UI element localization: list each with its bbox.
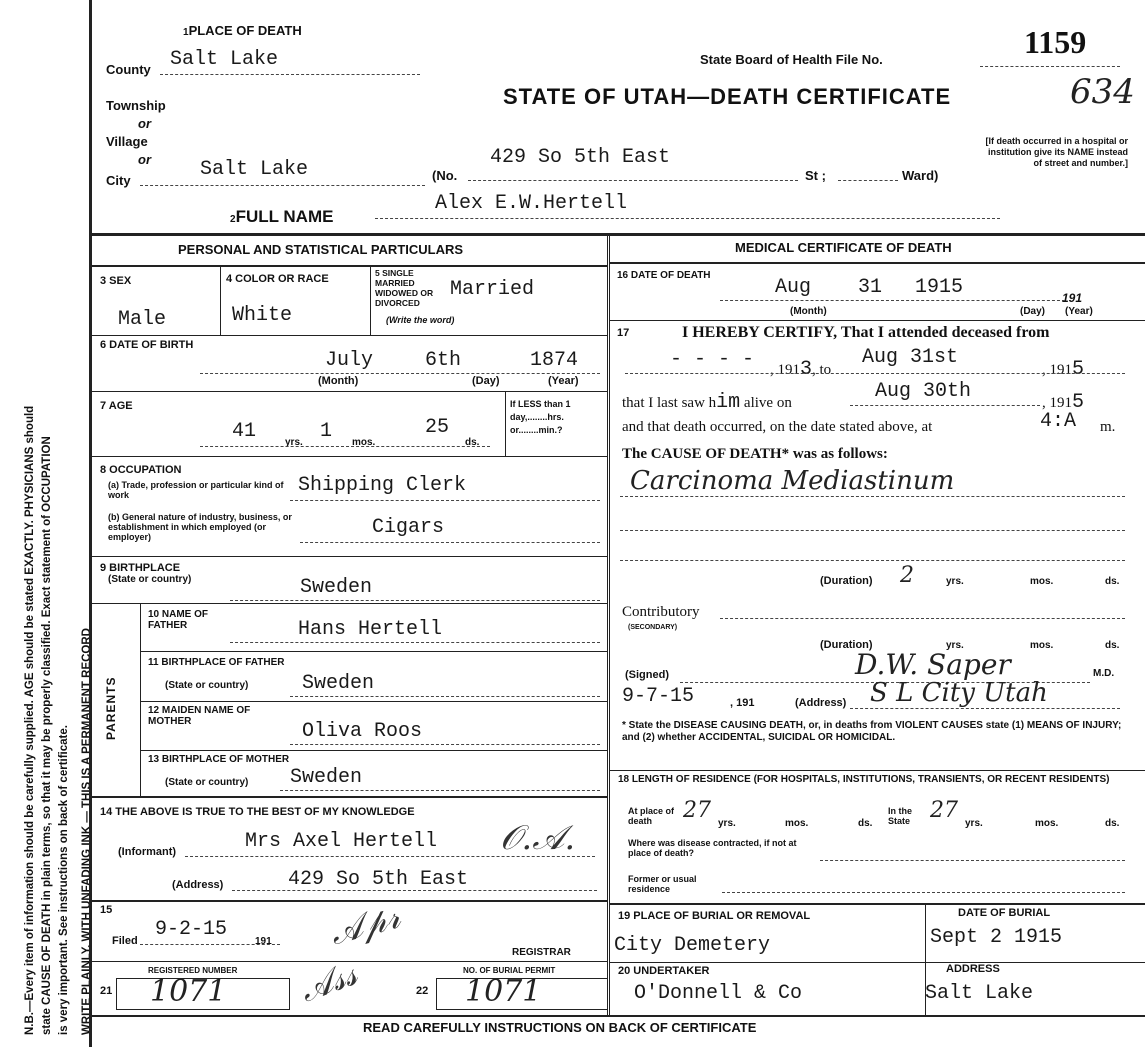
- rule: [92, 900, 607, 902]
- age-months: 1: [320, 420, 333, 443]
- md-label: M.D.: [1093, 668, 1115, 679]
- ds-caption: ds.: [465, 437, 480, 448]
- physician-address: S L City Utah: [870, 678, 1048, 708]
- dob-day: 6th: [425, 349, 462, 372]
- birthplace-line: [230, 600, 600, 601]
- rule: [140, 750, 607, 751]
- undertaker-address-value: Salt Lake: [925, 982, 1034, 1005]
- sign-191: , 191: [730, 697, 755, 709]
- parents-label: PARENTS: [104, 676, 118, 740]
- burial-date-label: DATE OF BURIAL: [958, 907, 1051, 919]
- mos-caption: mos.: [352, 437, 376, 448]
- reg-signature-mark: 𝒜𝓈𝓈: [294, 953, 363, 1011]
- filed-191: 191: [255, 936, 272, 947]
- no-label: (No.: [432, 168, 458, 183]
- res-ds: ds.: [858, 818, 873, 829]
- dur-ds: ds.: [1105, 576, 1120, 587]
- marital-write: (Write the word): [386, 315, 455, 325]
- rule: [220, 265, 221, 335]
- filed-label: Filed: [112, 935, 138, 947]
- cause-line2: [620, 530, 1125, 531]
- marital-value: Married: [450, 278, 535, 301]
- res-mos: mos.: [785, 818, 809, 829]
- county-label: County: [106, 62, 151, 77]
- dod-line: [720, 300, 1065, 301]
- rule: [505, 391, 506, 456]
- father-label: 10 NAME OF FATHER: [148, 609, 209, 631]
- sex-label: 3 SEX: [100, 275, 132, 287]
- occurred-text: and that death occurred, on the date stated above, at: [622, 419, 933, 435]
- rule: [610, 262, 1145, 264]
- filed-num: 15: [100, 904, 113, 916]
- at-place-value: 27: [683, 798, 711, 823]
- last-saw-label: that I last saw him alive on: [622, 391, 792, 414]
- year-caption: (Year): [548, 375, 579, 387]
- attend-to: Aug 31st: [862, 346, 959, 369]
- father-birthplace-label: 11 BIRTHPLACE OF FATHER: [148, 657, 285, 668]
- side-instructions: [22, 406, 96, 1035]
- where-contracted-label: Where was disease contracted, if not at place of death?: [628, 838, 797, 858]
- personal-heading: PERSONAL AND STATISTICAL PARTICULARS: [178, 242, 464, 257]
- dur2-ds: ds.: [1105, 640, 1120, 651]
- rule: [610, 903, 1145, 905]
- m-label: m.: [1100, 419, 1116, 435]
- rule: [92, 456, 607, 457]
- cause-line1: [620, 496, 1125, 497]
- physician-signature: D.W. Saper: [855, 648, 1011, 681]
- dur-yrs: yrs.: [946, 576, 964, 587]
- last-saw-line: [850, 405, 1040, 406]
- father-birthplace-sub: (State or country): [165, 680, 249, 691]
- village-label: Village: [106, 134, 148, 149]
- filed-value: 9-2-15: [155, 918, 228, 941]
- burial-place-value: City Demetery: [614, 934, 771, 957]
- full-name-line: [375, 218, 1000, 219]
- contracted-line: [820, 860, 1125, 861]
- occupation-label: 8 OCCUPATION: [100, 464, 182, 476]
- father-value: Hans Hertell: [298, 618, 443, 641]
- side-note-line: state CAUSE OF DEATH in plain terms, so that it may be properly classified. Exact statement of OCCUPATION: [41, 436, 53, 1035]
- dur-mos: mos.: [1030, 576, 1054, 587]
- dod-191: 191: [1062, 291, 1083, 305]
- dob-line: [200, 373, 600, 374]
- filed-line: [140, 944, 280, 945]
- true-label: 14 THE ABOVE IS TRUE TO THE BEST OF MY KNOWLEDGE: [100, 806, 415, 818]
- secondary-label: (SECONDARY): [628, 624, 678, 631]
- dod-day: 31: [858, 276, 883, 299]
- less-than-day: If LESS than 1 day,........hrs. or........min.?: [510, 399, 571, 435]
- side-note-line: is very important. See instructions on back of certificate.: [58, 725, 70, 1035]
- state-ds: ds.: [1105, 818, 1120, 829]
- dod-year-cap: (Year): [1065, 306, 1093, 317]
- rule: [370, 265, 371, 335]
- reg-21: 21: [100, 985, 113, 997]
- informant-address: 429 So 5th East: [288, 868, 469, 891]
- medical-heading: MEDICAL CERTIFICATE OF DEATH: [735, 240, 952, 255]
- duration2-label: (Duration): [820, 639, 873, 651]
- ward-label: Ward): [902, 168, 939, 183]
- contributory-label: Contributory: [622, 604, 700, 620]
- rule: [140, 651, 607, 652]
- age-years: 41: [232, 420, 257, 443]
- mother-birthplace-sub: (State or country): [165, 777, 249, 788]
- full-name-value: Alex E.W.Hertell: [435, 192, 628, 215]
- occupation-b-value: Cigars: [372, 516, 445, 539]
- in-state-value: 27: [930, 798, 958, 823]
- street-line: [468, 180, 798, 181]
- mother-birthplace-value: Sweden: [290, 766, 363, 789]
- dur2-yrs: yrs.: [946, 640, 964, 651]
- registrar-signature-mark: 𝒜𝓅𝓇: [326, 896, 405, 954]
- dod-year: 1915: [915, 276, 964, 299]
- birthplace-label: 9 BIRTHPLACE: [100, 562, 181, 574]
- mother-value: Oliva Roos: [302, 720, 423, 743]
- file-no-label: State Board of Health File No.: [700, 52, 883, 67]
- side-note-line: WRITE PLAINLY, WITH UNFADING INK — THIS IS A PERMANENT RECORD: [81, 628, 93, 1035]
- res-yrs: yrs.: [718, 818, 736, 829]
- cause-value: Carcinoma Mediastinum: [630, 466, 955, 496]
- sign-date: 9-7-15: [622, 685, 695, 708]
- or-text: or: [138, 116, 151, 131]
- state-yrs: yrs.: [965, 818, 983, 829]
- occupation-a-value: Shipping Clerk: [298, 474, 467, 497]
- from-191: , 1913, to: [770, 358, 832, 381]
- informant-signature-mark: 𝒪.𝒜.: [500, 818, 576, 858]
- yrs-caption: yrs.: [285, 437, 303, 448]
- cause-line3: [620, 560, 1125, 561]
- age-days: 25: [425, 416, 450, 439]
- county-value: Salt Lake: [170, 48, 279, 71]
- last-191: , 1915: [1042, 391, 1085, 414]
- occupation-b-label: (b) General nature of industry, business, or establishment in which employed (or employer): [108, 512, 292, 542]
- dob-label: 6 DATE OF BIRTH: [100, 339, 194, 351]
- rule: [92, 391, 607, 392]
- rule: [610, 962, 1145, 963]
- age-line: [200, 446, 490, 447]
- rule: [92, 265, 607, 267]
- rule: [92, 796, 607, 798]
- mother-label: 12 MAIDEN NAME OF MOTHER: [148, 705, 251, 727]
- state-mos: mos.: [1035, 818, 1059, 829]
- file-no-line: [980, 66, 1120, 67]
- dur2-mos: mos.: [1030, 640, 1054, 651]
- dod-label: 16 DATE OF DEATH: [617, 270, 711, 281]
- address-label: (Address): [172, 879, 224, 891]
- sex-value: Male: [118, 308, 167, 331]
- street-value: 429 So 5th East: [490, 146, 671, 169]
- former-residence-label: Former or usual residence: [628, 874, 697, 894]
- duration-value: 2: [900, 563, 914, 588]
- file-number: 1159: [1024, 24, 1087, 60]
- marital-label: 5 SINGLE MARRIED WIDOWED OR DIVORCED: [375, 268, 434, 308]
- father-birthplace-value: Sweden: [302, 672, 375, 695]
- dob-month: July: [325, 349, 374, 372]
- address-line: [232, 890, 597, 891]
- county-line: [160, 74, 420, 75]
- informant-value: Mrs Axel Hertell: [245, 830, 438, 853]
- rule: [92, 603, 607, 604]
- township-label: Township: [106, 98, 166, 113]
- reg-number-value: 1071: [150, 974, 227, 1009]
- main-top-rule: [92, 233, 1145, 236]
- city-value: Salt Lake: [200, 158, 309, 181]
- side-note-line: N.B.—Every item of information should be carefully supplied. AGE should be stated EXACTLY. PHYSICIANS should: [24, 405, 36, 1035]
- birthplace-value: Sweden: [300, 576, 373, 599]
- permit-value: 1071: [465, 974, 542, 1009]
- signed-label: (Signed): [625, 669, 669, 681]
- contrib-line: [720, 618, 1125, 619]
- in-state-label: In the State: [888, 806, 912, 826]
- rule: [140, 701, 607, 702]
- attend-from: - - - -: [670, 348, 755, 371]
- ward-line: [838, 180, 898, 181]
- race-value: White: [232, 304, 293, 327]
- cause-label: The CAUSE OF DEATH* was as follows:: [622, 446, 888, 462]
- dod-month: Aug: [775, 276, 812, 299]
- registrar-label: REGISTRAR: [512, 947, 571, 958]
- mother-bp-line: [280, 790, 600, 791]
- rule: [610, 770, 1145, 771]
- permit-label: NO. OF BURIAL PERMIT: [463, 966, 556, 975]
- occupation-a-label: (a) Trade, profession or particular kind of work: [108, 480, 284, 500]
- st-label: St ;: [805, 168, 826, 183]
- occ-a-line: [290, 500, 600, 501]
- last-saw-value: Aug 30th: [875, 380, 972, 403]
- day-caption: (Day): [472, 375, 500, 387]
- age-label: 7 AGE: [100, 400, 133, 412]
- time-value: 4:A: [1040, 410, 1077, 433]
- residence-label: 18 LENGTH OF RESIDENCE (FOR HOSPITALS, INSTITUTIONS, TRANSIENTS, OR RECENT RESIDENTS): [618, 774, 1110, 785]
- left-border: [89, 0, 92, 1047]
- mother-line: [290, 744, 600, 745]
- occ-b-line: [300, 542, 600, 543]
- dob-year: 1874: [530, 349, 579, 372]
- certify-num: 17: [617, 327, 630, 339]
- race-label: 4 COLOR OR RACE: [226, 273, 329, 285]
- undertaker-label: 20 UNDERTAKER: [618, 965, 710, 977]
- full-name-label: 2FULL NAME: [230, 207, 334, 226]
- reg-num-label: REGISTERED NUMBER: [148, 966, 238, 975]
- bottom-rule: [92, 1015, 1145, 1017]
- hospital-note: [If death occurred in a hospital or institution give its NAME instead of street and number.]: [985, 136, 1128, 168]
- certify-text: I HEREBY CERTIFY, That I attended deceased from: [682, 324, 1050, 341]
- cause-footnote: * State the DISEASE CAUSING DEATH, or, in deaths from VIOLENT CAUSES state (1) MEANS OF INJURY; and (2) whether ACCIDENTAL, SUICIDAL OR HOMICIDAL.: [622, 720, 1122, 743]
- city-line: [140, 185, 425, 186]
- father-line: [230, 642, 600, 643]
- to-191: , 1915: [1042, 358, 1085, 381]
- at-place-label: At place of death: [628, 806, 675, 826]
- permit-22: 22: [416, 985, 429, 997]
- or-text: or: [138, 152, 151, 167]
- undertaker-address-label: ADDRESS: [946, 963, 1000, 975]
- birthplace-sub: (State or country): [108, 574, 192, 585]
- duration-label: (Duration): [820, 575, 873, 587]
- place-of-death-label: 1PLACE OF DEATH: [183, 23, 302, 38]
- rule: [92, 335, 607, 336]
- burial-date-value: Sept 2 1915: [930, 926, 1063, 949]
- mother-birthplace-label: 13 BIRTHPLACE OF MOTHER: [148, 754, 290, 765]
- handwritten-number: 634: [1070, 72, 1135, 112]
- dod-day-cap: (Day): [1020, 306, 1046, 317]
- informant-label: (Informant): [118, 846, 177, 858]
- father-bp-line: [290, 696, 600, 697]
- rule: [92, 556, 607, 557]
- dod-month-cap: (Month): [790, 306, 827, 317]
- phys-address-line: [850, 708, 1120, 709]
- rule: [140, 603, 141, 796]
- phys-address-label: (Address): [795, 697, 847, 709]
- center-divider: [607, 233, 610, 1015]
- former-res-line: [722, 892, 1125, 893]
- burial-label: 19 PLACE OF BURIAL OR REMOVAL: [618, 910, 811, 922]
- month-caption: (Month): [318, 375, 359, 387]
- certificate-title: STATE OF UTAH—DEATH CERTIFICATE: [503, 84, 952, 109]
- undertaker-value: O'Donnell & Co: [634, 982, 803, 1005]
- rule: [610, 320, 1145, 321]
- footer-instructions: READ CAREFULLY INSTRUCTIONS ON BACK OF CERTIFICATE: [363, 1020, 757, 1035]
- city-label: City: [106, 173, 131, 188]
- attend-line: [625, 373, 1125, 374]
